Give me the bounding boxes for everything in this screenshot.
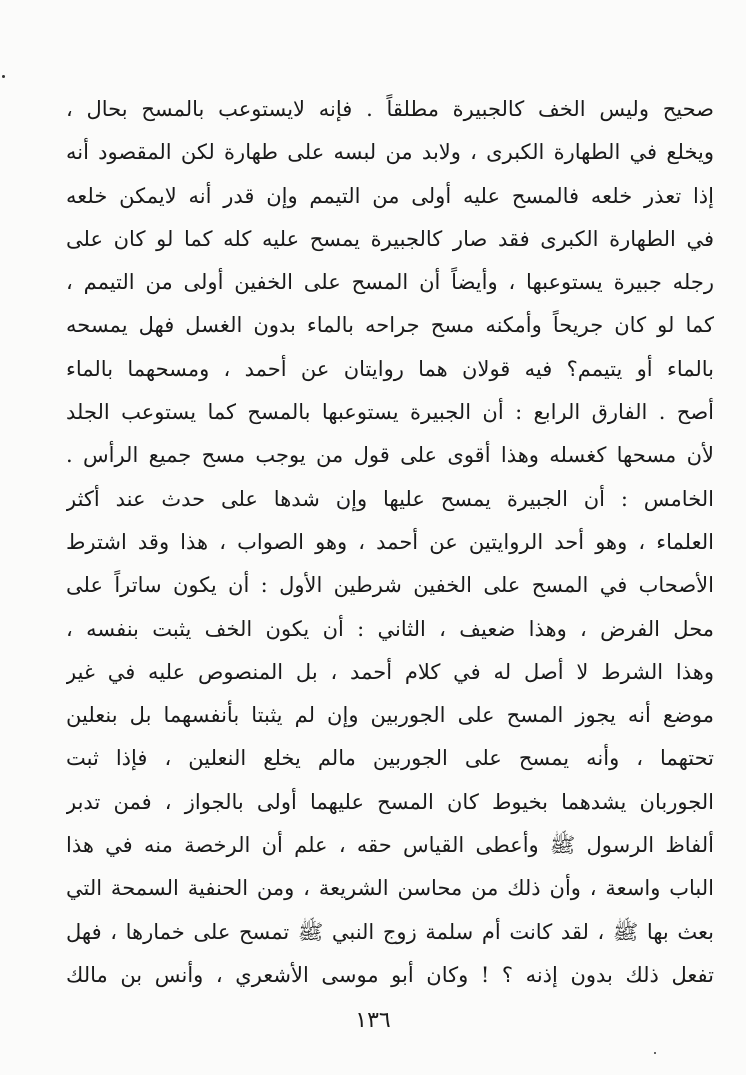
text-line: وهذا الشرط لا أصل له في كلام أحمد ، بل المنصوص عليه في غير [66, 659, 714, 684]
text-line: ألفاظ الرسول ﷺ وأعطى القياس حقه ، علم أن الرخصة منه في هذا [66, 833, 714, 858]
text-line: تحتهما ، وأنه يمسح على الجوربين مالم يخلع النعلين ، فإذا ثبت [66, 746, 714, 771]
text-line: الجوربان يشدهما بخيوط كان المسح عليهما أولى بالجواز ، فمن تدبر [66, 789, 714, 814]
text-line: صحيح وليس الخف كالجبيرة مطلقاً . فإنه لايستوعب بالمسح بحال ، [66, 97, 714, 121]
text-line: ويخلع في الطهارة الكبرى ، ولابد من لبسه على طهارة لكن المقصود أنه [66, 140, 714, 165]
text-line: أصح . الفارق الرابع : أن الجبيرة يستوعبها بالمسح كما يستوعب الجلد [66, 400, 714, 425]
text-line: لأن مسحها كغسله وهذا أقوى على قول من يوجب مسح جميع الرأس . [66, 443, 714, 468]
text-line: العلماء ، وهو أحد الروايتين عن أحمد ، وهو الصواب ، هذا وقد اشترط [66, 529, 714, 554]
text-line: موضع أنه يجوز المسح على الجوربين وإن لم يثبتا بأنفسهما بل بنعلين [66, 703, 714, 728]
text-line: كما لو كان جريحاً وأمكنه مسح جراحه بالماء بدون الغسل فهل يمسحه [66, 313, 714, 338]
text-line: في الطهارة الكبرى فقد صار كالجبيرة يمسح عليه كله كما لو كان على [66, 226, 714, 251]
margin-dot [654, 1052, 656, 1054]
page-number: ١٣٦ [355, 1008, 391, 1033]
text-line: الأصحاب في المسح على الخفين شرطين الأول : أن يكون ساتراً على [66, 573, 714, 598]
text-line: تفعل ذلك بدون إذنه ؟ ! وكان أبو موسى الأشعري ، وأنس بن مالك [66, 962, 714, 987]
text-line: الباب واسعة ، وأن ذلك من محاسن الشريعة ، ومن الحنفية السمحة التي [66, 876, 714, 901]
margin-dot [2, 75, 5, 78]
text-line: الخامس : أن الجبيرة يمسح عليها وإن شدها على حدث عند أكثر [66, 486, 714, 511]
text-line: رجله جبيرة يستوعبها ، وأيضاً أن المسح على الخفين أولى من التيمم ، [66, 270, 714, 295]
body-text [66, 88, 714, 997]
text-line: بعث بها ﷺ ، لقد كانت أم سلمة زوج النبي ﷺ تمسح على خمارها ، فهل [66, 919, 714, 944]
text-line: بالماء أو يتيمم؟ فيه قولان هما روايتان عن أحمد ، ومسحهما بالماء [66, 356, 714, 381]
text-line: محل الفرض ، وهذا ضعيف ، الثاني : أن يكون الخف يثبت بنفسه ، [66, 616, 714, 641]
text-line: إذا تعذر خلعه فالمسح عليه أولى من التيمم وإن قدر أنه لايمكن خلعه [66, 183, 714, 208]
